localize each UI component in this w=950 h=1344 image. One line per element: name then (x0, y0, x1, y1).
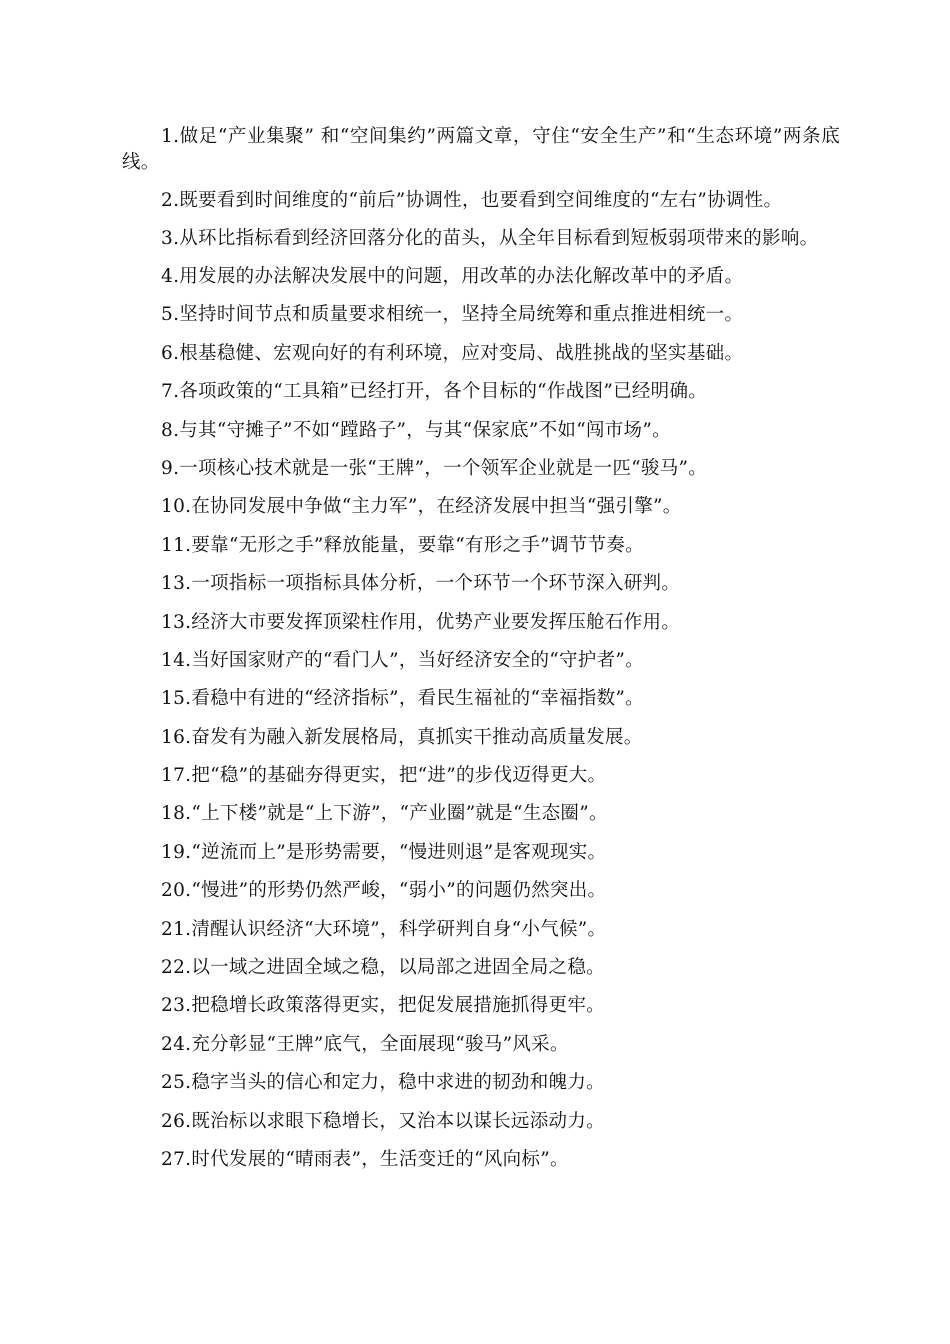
list-item: 13.一项指标一项指标具体分析，一个环节一个环节深入研判。 (161, 573, 681, 595)
list-item: 7.各项政策的“工具箱”已经打开，各个目标的“作战图”已经明确。 (161, 381, 708, 403)
list-item: 10.在协同发展中争做“主力军”，在经济发展中担当“强引擎”。 (161, 496, 682, 518)
list-item: 17.把“稳”的基础夯得更实，把“进”的步伐迈得更大。 (161, 765, 607, 787)
list-item: 26.既治标以求眼下稳增长，又治本以谋长远添动力。 (161, 1110, 605, 1132)
list-item: 19.“逆流而上”是形势需要，“慢进则退”是客观现实。 (161, 841, 607, 863)
list-item: 14.当好国家财产的“看门人”，当好经济安全的“守护者”。 (161, 649, 644, 671)
list-item: 3.从环比指标看到经济回落分化的苗头，从全年目标看到短板弱项带来的影响。 (161, 228, 819, 249)
list-item: 1.做足“产业集聚” 和“空间集约”两篇文章，守住“安全生产”和“生态环境”两条底线。 (122, 126, 840, 173)
list-item: 5.坚持时间节点和质量要求相统一，坚持全局统筹和重点推进相统一。 (161, 304, 744, 326)
list-item: 6.根基稳健、宏观向好的有利环境，应对变局、战胜挑战的坚实基础。 (161, 342, 744, 364)
list-item: 16.奋发有为融入新发展格局，真抓实干推动高质量发展。 (161, 726, 643, 748)
list-item: 21.清醒认识经济“大环境”，科学研判自身“小气候”。 (161, 918, 607, 940)
list-item: 4.用发展的办法解决发展中的问题，用改革的办法化解改革中的矛盾。 (161, 266, 744, 287)
list-item: 13.经济大市要发挥顶梁柱作用，优势产业要发挥压舱石作用。 (161, 611, 681, 633)
list-item: 20.“慢进”的形势仍然严峻，“弱小”的问题仍然突出。 (161, 880, 607, 902)
list-item: 27.时代发展的“晴雨表”，生活变迁的“风向标”。 (161, 1148, 569, 1170)
list-item: 2.既要看到时间维度的“前后”协调性，也要看到空间维度的“左右”协调性。 (161, 190, 783, 211)
list-item: 11.要靠“无形之手”释放能量，要靠“有形之手”调节节奏。 (161, 534, 644, 556)
list-item: 24.充分彰显“王牌”底气，全面展现“骏马”风采。 (161, 1033, 569, 1055)
list-item: 23.把稳增长政策落得更实，把促发展措施抓得更牢。 (161, 995, 605, 1017)
list-item: 18.“上下楼”就是“上下游”，“产业圈”就是“生态圈”。 (161, 803, 608, 825)
document-body (122, 124, 840, 1185)
list-item: 22.以一域之进固全域之稳，以局部之进固全局之稳。 (161, 957, 605, 979)
list-item: 9.一项核心技术就是一张“王牌”，一个领军企业就是一匹“骏马”。 (161, 457, 708, 479)
list-item: 15.看稳中有进的“经济指标”，看民生福祉的“幸福指数”。 (161, 688, 644, 710)
list-item: 8.与其“守摊子”不如“蹚路子”，与其“保家底”不如“闯市场”。 (161, 419, 671, 441)
list-item: 25.稳字当头的信心和定力，稳中求进的韧劲和魄力。 (161, 1072, 605, 1094)
